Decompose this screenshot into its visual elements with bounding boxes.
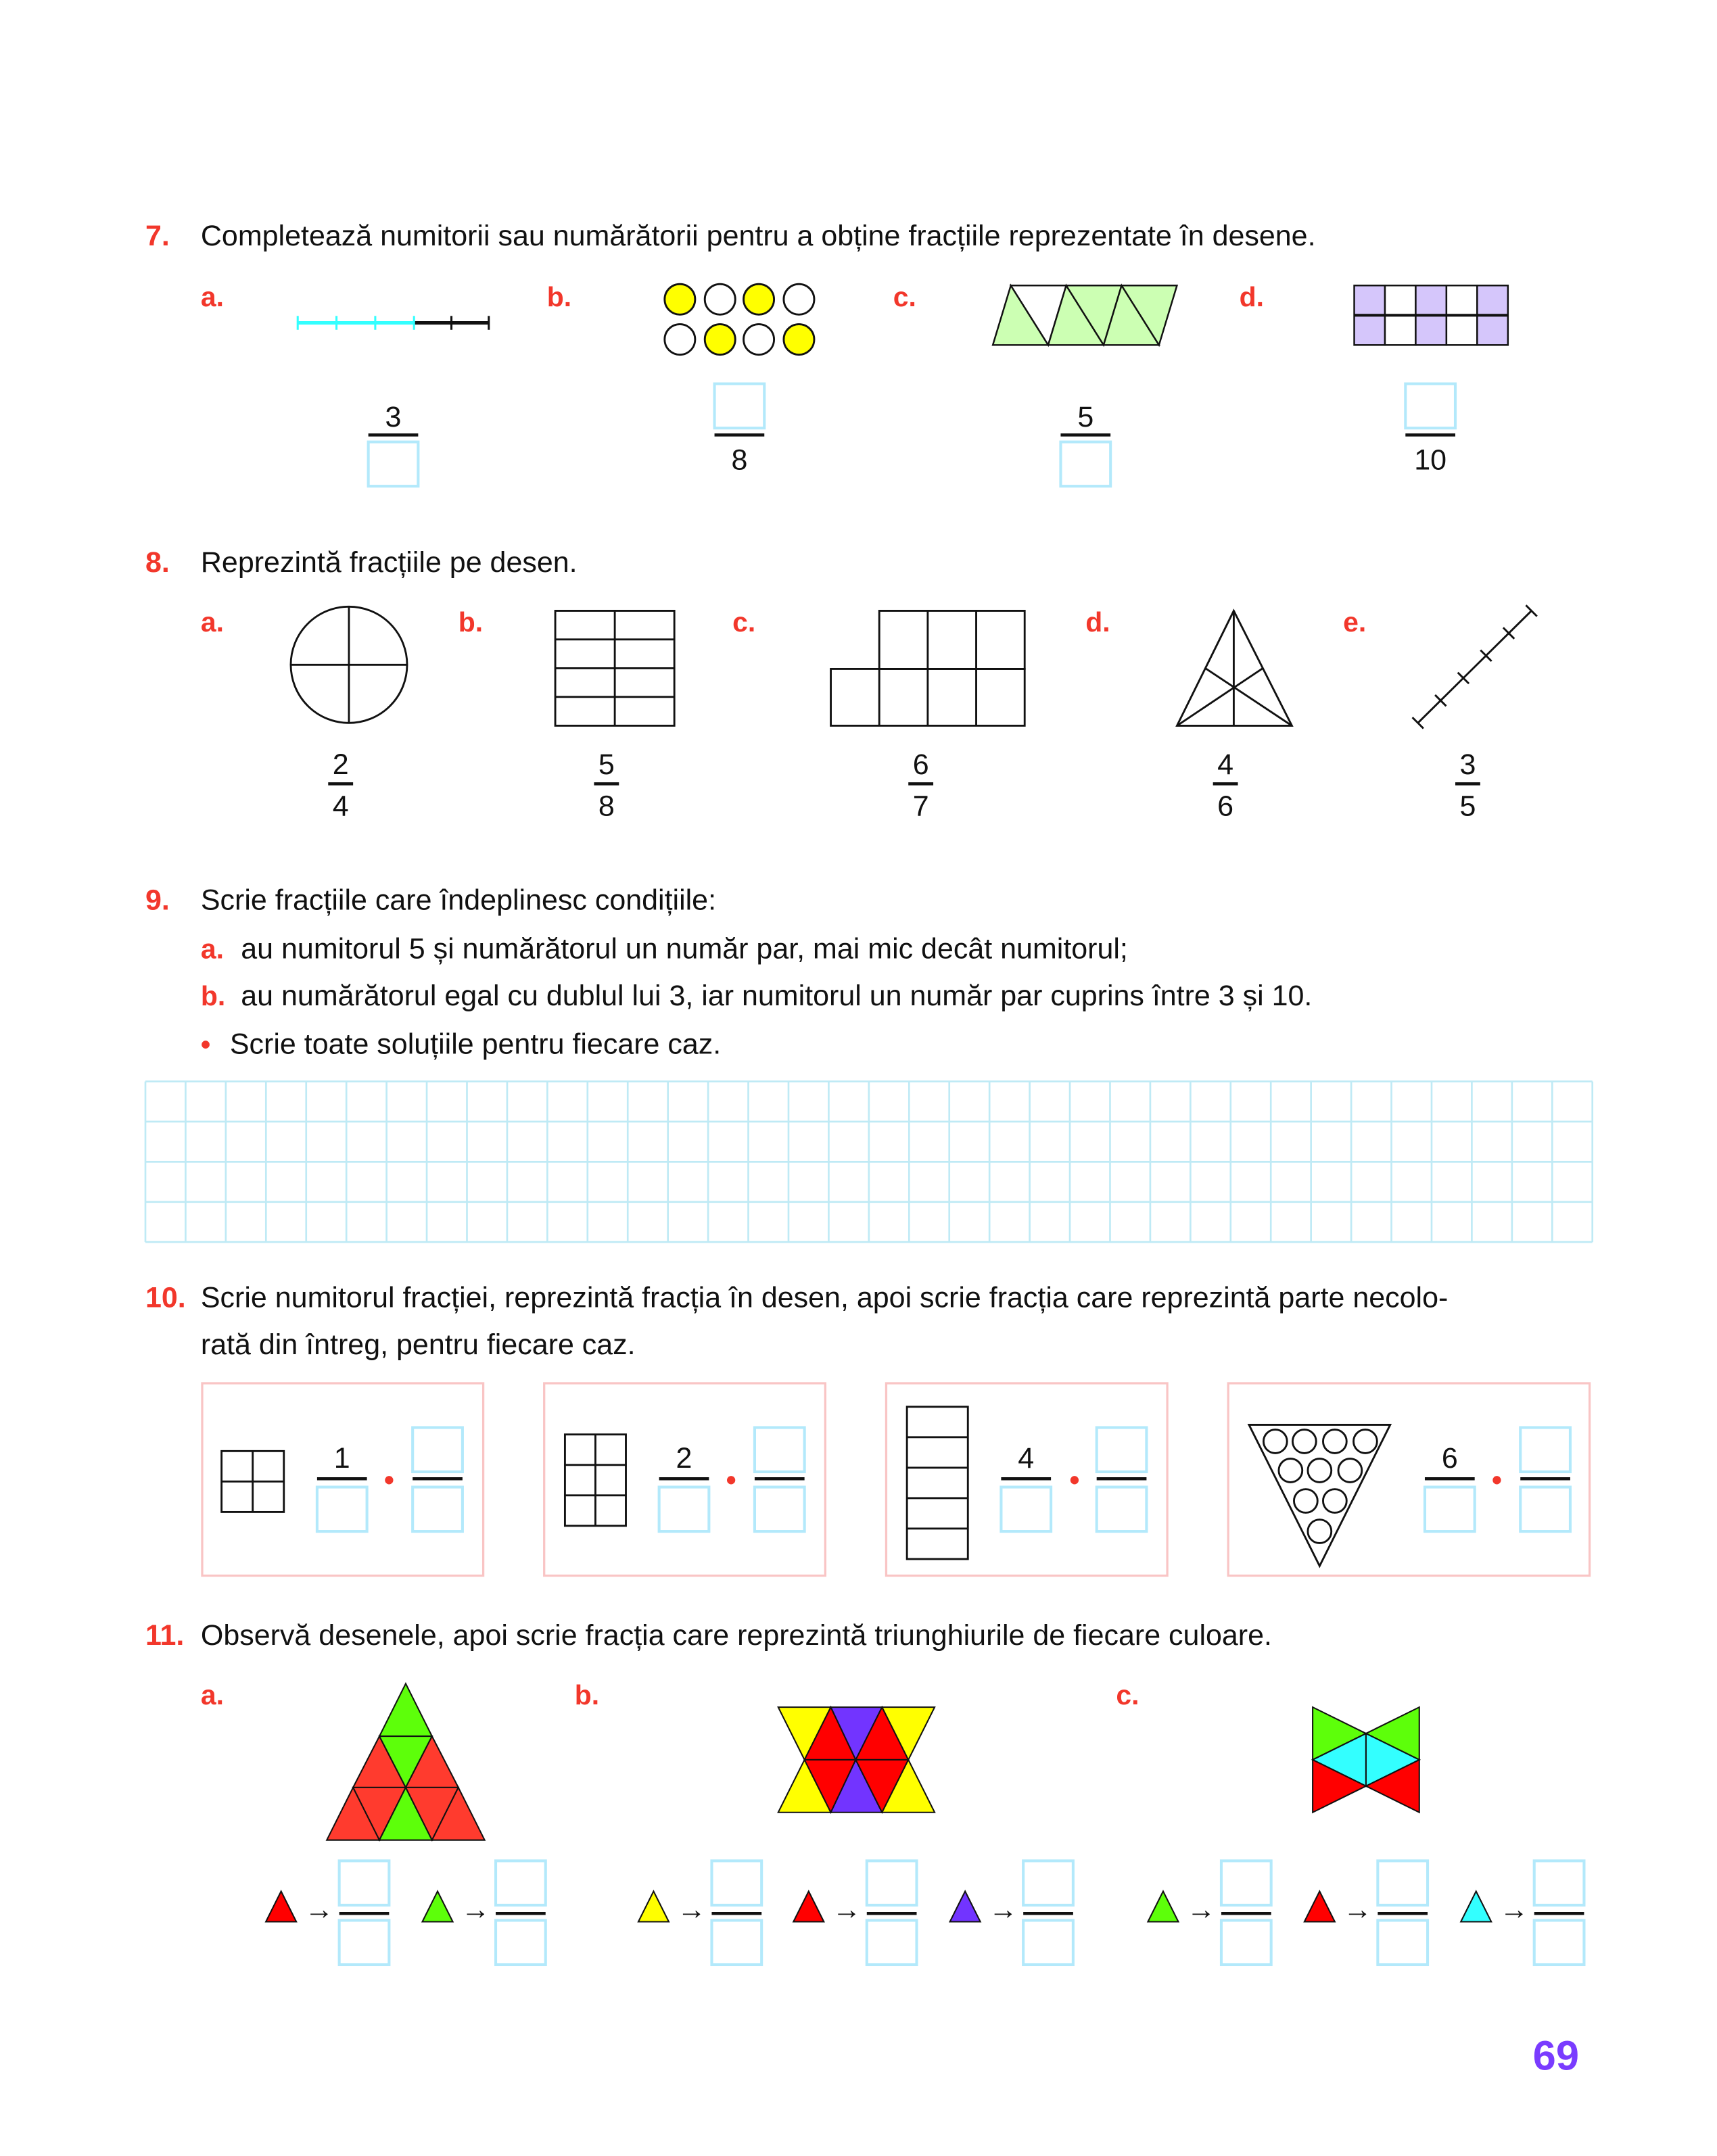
condition-b: au numărătorul egal cu dublul lui 3, iar numitorul un număr par cuprins între 3 și 10. (241, 980, 1313, 1013)
answer-box[interactable] (659, 1487, 709, 1532)
exercise-11 (145, 1619, 1584, 1965)
fraction (1455, 748, 1480, 822)
exercise-number: 10. (145, 1281, 186, 1314)
fraction-numerator: 3 (385, 401, 402, 434)
exercise-instruction-cont: rată din întreg, pentru fiecare caz. (200, 1328, 636, 1361)
exercise-instruction: Observă desenele, apoi scrie fracția care reprezintă triunghiurile de fiecare culoare. (200, 1619, 1272, 1652)
l-shape-drawing[interactable] (831, 610, 1025, 725)
fraction-denominator: 10 (1414, 444, 1447, 477)
writing-grid[interactable] (145, 1082, 1593, 1243)
denominator: 7 (912, 790, 929, 823)
answer-box[interactable] (1378, 1920, 1428, 1965)
answer-box[interactable] (1534, 1920, 1584, 1965)
rectangle-grid-drawing[interactable] (565, 1435, 626, 1526)
segment-drawing (298, 316, 489, 329)
page-number: 69 (1532, 2032, 1579, 2080)
answer-box[interactable] (1060, 442, 1110, 487)
answer-box[interactable] (369, 442, 419, 487)
numerator: 6 (912, 748, 929, 782)
answer-box[interactable] (1520, 1487, 1570, 1532)
denominator: 4 (332, 790, 349, 823)
answer-box[interactable] (413, 1428, 463, 1472)
item-label: d. (1239, 281, 1264, 312)
answer-box[interactable] (1097, 1487, 1147, 1532)
green-triangle-icon (1148, 1891, 1178, 1921)
fraction-numerator: 1 (333, 1441, 350, 1475)
green-triangle-icon (423, 1891, 453, 1921)
fraction-numerator: 4 (1018, 1441, 1035, 1475)
triangle-circles-drawing[interactable] (1249, 1424, 1390, 1566)
purple-triangle-icon (950, 1891, 981, 1921)
triangle-mosaic-c (1313, 1707, 1419, 1813)
item-label: d. (1085, 606, 1110, 638)
exercise-number: 7. (145, 219, 170, 252)
arrow-icon: → (1499, 1893, 1529, 1926)
answer-box[interactable] (1023, 1861, 1073, 1905)
numerator: 3 (1459, 748, 1476, 782)
exercise-instruction: Reprezintă fracțiile pe desen. (200, 546, 578, 579)
answer-box[interactable] (1001, 1487, 1051, 1532)
item-label: c. (1116, 1679, 1139, 1711)
exercise-7 (145, 220, 1508, 477)
arrow-icon: → (304, 1893, 334, 1926)
answer-box[interactable] (339, 1920, 390, 1965)
fraction-numerator: 5 (1077, 401, 1094, 434)
red-triangle-icon (1304, 1891, 1335, 1921)
answer-box[interactable] (867, 1920, 917, 1965)
parallelogram-drawing (993, 285, 1177, 345)
fraction (908, 748, 933, 822)
answer-box[interactable] (496, 1920, 546, 1965)
answer-box[interactable] (1097, 1428, 1147, 1472)
separator-dots (385, 1476, 1501, 1484)
item-label: b. (574, 1679, 600, 1711)
answer-box[interactable] (1378, 1861, 1428, 1905)
circles-drawing (665, 284, 814, 354)
exercise-8 (145, 546, 1537, 822)
answer-box[interactable] (1520, 1428, 1570, 1472)
answer-box[interactable] (867, 1861, 917, 1905)
square-grid-drawing[interactable] (222, 1451, 284, 1512)
arrow-icon: → (988, 1893, 1018, 1926)
exercise-number: 9. (145, 884, 170, 917)
circle-drawing[interactable] (291, 606, 407, 723)
note-text: Scrie toate soluțiile pentru fiecare caz. (229, 1028, 722, 1061)
arrow-icon: → (1343, 1893, 1373, 1926)
red-triangle-icon (266, 1891, 296, 1921)
column-drawing[interactable] (907, 1407, 968, 1559)
exercise-number: 11. (145, 1619, 185, 1652)
answer-box[interactable] (711, 1920, 761, 1965)
cyan-triangle-icon (1461, 1891, 1491, 1921)
item-label: b. (200, 980, 226, 1012)
answer-box[interactable] (1023, 1920, 1073, 1965)
item-label: a. (200, 1679, 225, 1711)
numerator: 5 (598, 748, 615, 782)
item-label: a. (200, 933, 225, 965)
answer-box[interactable] (715, 384, 765, 429)
item-label: b. (546, 281, 572, 312)
item-label: e. (1343, 606, 1367, 638)
rectangle-drawing[interactable] (555, 610, 674, 725)
numerator: 4 (1217, 748, 1234, 782)
answer-box[interactable] (339, 1861, 390, 1905)
segment-drawing[interactable] (1413, 605, 1537, 728)
exercise-instruction: Scrie numitorul fracției, reprezintă fracția în desen, apoi scrie fracția care reprezintă parte necolo- (200, 1281, 1449, 1314)
red-triangle-icon (793, 1891, 824, 1921)
arrow-icon: → (677, 1893, 707, 1926)
denominator: 8 (598, 790, 615, 823)
answer-box[interactable] (755, 1428, 805, 1472)
exercise-instruction: Scrie fracțiile care îndeplinesc condițiile: (200, 884, 717, 917)
numerator: 2 (332, 748, 349, 782)
condition-a: au numitorul 5 și numărătorul un număr par, mai mic decât numitorul; (241, 932, 1128, 965)
fraction-numerator: 2 (676, 1441, 692, 1475)
arrow-icon: → (461, 1893, 490, 1926)
fraction-numerator: 6 (1441, 1441, 1458, 1475)
item-label: c. (893, 281, 916, 312)
fraction (1213, 748, 1238, 822)
item-label: a. (200, 606, 225, 638)
fraction-denominator: 8 (731, 444, 748, 477)
denominator: 5 (1459, 790, 1476, 823)
item-label: c. (732, 606, 756, 638)
triangle-mosaic-a (327, 1683, 484, 1840)
answer-box[interactable] (711, 1861, 761, 1905)
answer-box[interactable] (496, 1861, 546, 1905)
fraction (328, 748, 353, 822)
item-label: a. (200, 281, 225, 312)
denominator: 6 (1217, 790, 1234, 823)
answer-box[interactable] (413, 1487, 463, 1532)
bullet-icon: • (200, 1028, 211, 1060)
answer-box[interactable] (1534, 1861, 1584, 1905)
answer-box[interactable] (1221, 1920, 1271, 1965)
answer-box[interactable] (1221, 1861, 1271, 1905)
exercise-number: 8. (145, 546, 170, 579)
triangle-mosaic-b (778, 1707, 935, 1813)
yellow-triangle-icon (638, 1891, 669, 1921)
rectangle-grid-drawing (1355, 285, 1508, 345)
triangle-drawing[interactable] (1177, 610, 1292, 725)
answer-box[interactable] (317, 1487, 367, 1532)
fraction (594, 748, 619, 822)
arrow-icon: → (832, 1893, 862, 1926)
exercise-9 (145, 884, 1593, 1242)
answer-box[interactable] (755, 1487, 805, 1532)
item-label: b. (458, 606, 484, 638)
answer-box[interactable] (1405, 384, 1455, 429)
exercise-instruction: Completează numitorii sau numărătorii pentru a obține fracțiile reprezentate în desene. (200, 219, 1316, 252)
arrow-icon: → (1186, 1893, 1216, 1926)
answer-box[interactable] (1425, 1487, 1475, 1532)
